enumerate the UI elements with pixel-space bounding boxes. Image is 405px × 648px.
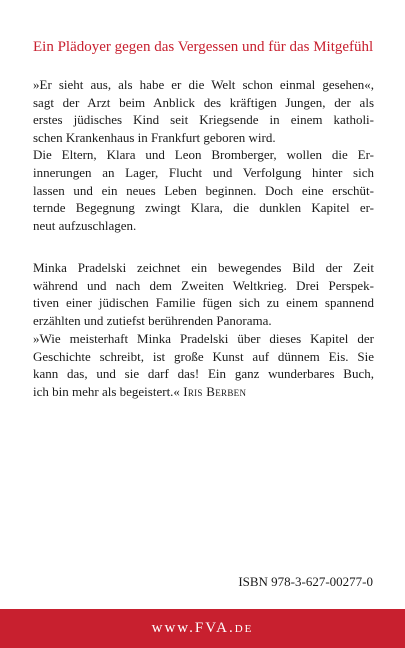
blurb-line: Geschichte schreibt, ist große Kunst auf dünnem Eis. Sie <box>33 348 374 364</box>
blurb-line: sagt der Arzt beim Anblick des kräftigen Jungen, der als <box>33 94 374 110</box>
blurb-line: »Wie meisterhaft Minka Pradelski über dieses Kapitel der <box>33 331 374 346</box>
tagline: Ein Plädoyer gegen das Vergessen und für das Mitgefühl <box>33 39 374 55</box>
blurb-line: schen Krankenhaus in Frankfurt geboren wird. <box>33 129 276 145</box>
blurb-paragraph-1 <box>33 76 374 234</box>
blurb-line: kann das, und sie darf das! Ein ganz wunderbares Buch, <box>33 366 374 382</box>
blurb-line: während und nach dem Zweiten Weltkrieg. Drei Perspek- <box>33 277 374 293</box>
url-tld: de <box>234 620 254 636</box>
blurb-line: lassen und ein neues Leben beginnen. Doch eine erschüt- <box>33 182 374 198</box>
blurb-line: Die Eltern, Klara und Leon Bromberger, wollen die Er- <box>33 147 374 163</box>
quote-text: ich bin mehr als begeistert.« <box>33 383 180 399</box>
publisher-url-link[interactable] <box>152 620 254 637</box>
review-quote <box>33 330 374 400</box>
blurb-line: Minka Pradelski zeichnet ein bewegendes Bild der Zeit <box>33 260 374 275</box>
blurb-line: erstes jüdisches Kind seit Kriegsende in einem katholi- <box>33 112 374 128</box>
blurb-line-with-author <box>33 383 374 401</box>
url-main: www.FVA. <box>151 620 235 636</box>
footer-bar <box>0 609 405 648</box>
blurb-line: tiven einer jüdischen Familie fügen sich zu einem spannend <box>33 295 374 311</box>
blurb-line: ternde Begegnung zwingt Klara, die dunklen Kapitel er- <box>33 200 374 216</box>
blurb-line: neut aufzuschlagen. <box>33 217 137 233</box>
blurb-line: »Er sieht aus, als habe er die Welt schon einmal gesehen«, <box>33 77 374 92</box>
blurb-line: innerungen an Lager, Flucht und Verfolgung hinter sich <box>33 164 374 180</box>
isbn: ISBN 978-3-627-00277-0 <box>238 574 373 589</box>
quote-author: Iris Berben <box>183 383 247 399</box>
blurb-line: erzählten und zutiefst berührenden Panorama. <box>33 312 272 328</box>
blurb-paragraph-2 <box>33 259 374 329</box>
